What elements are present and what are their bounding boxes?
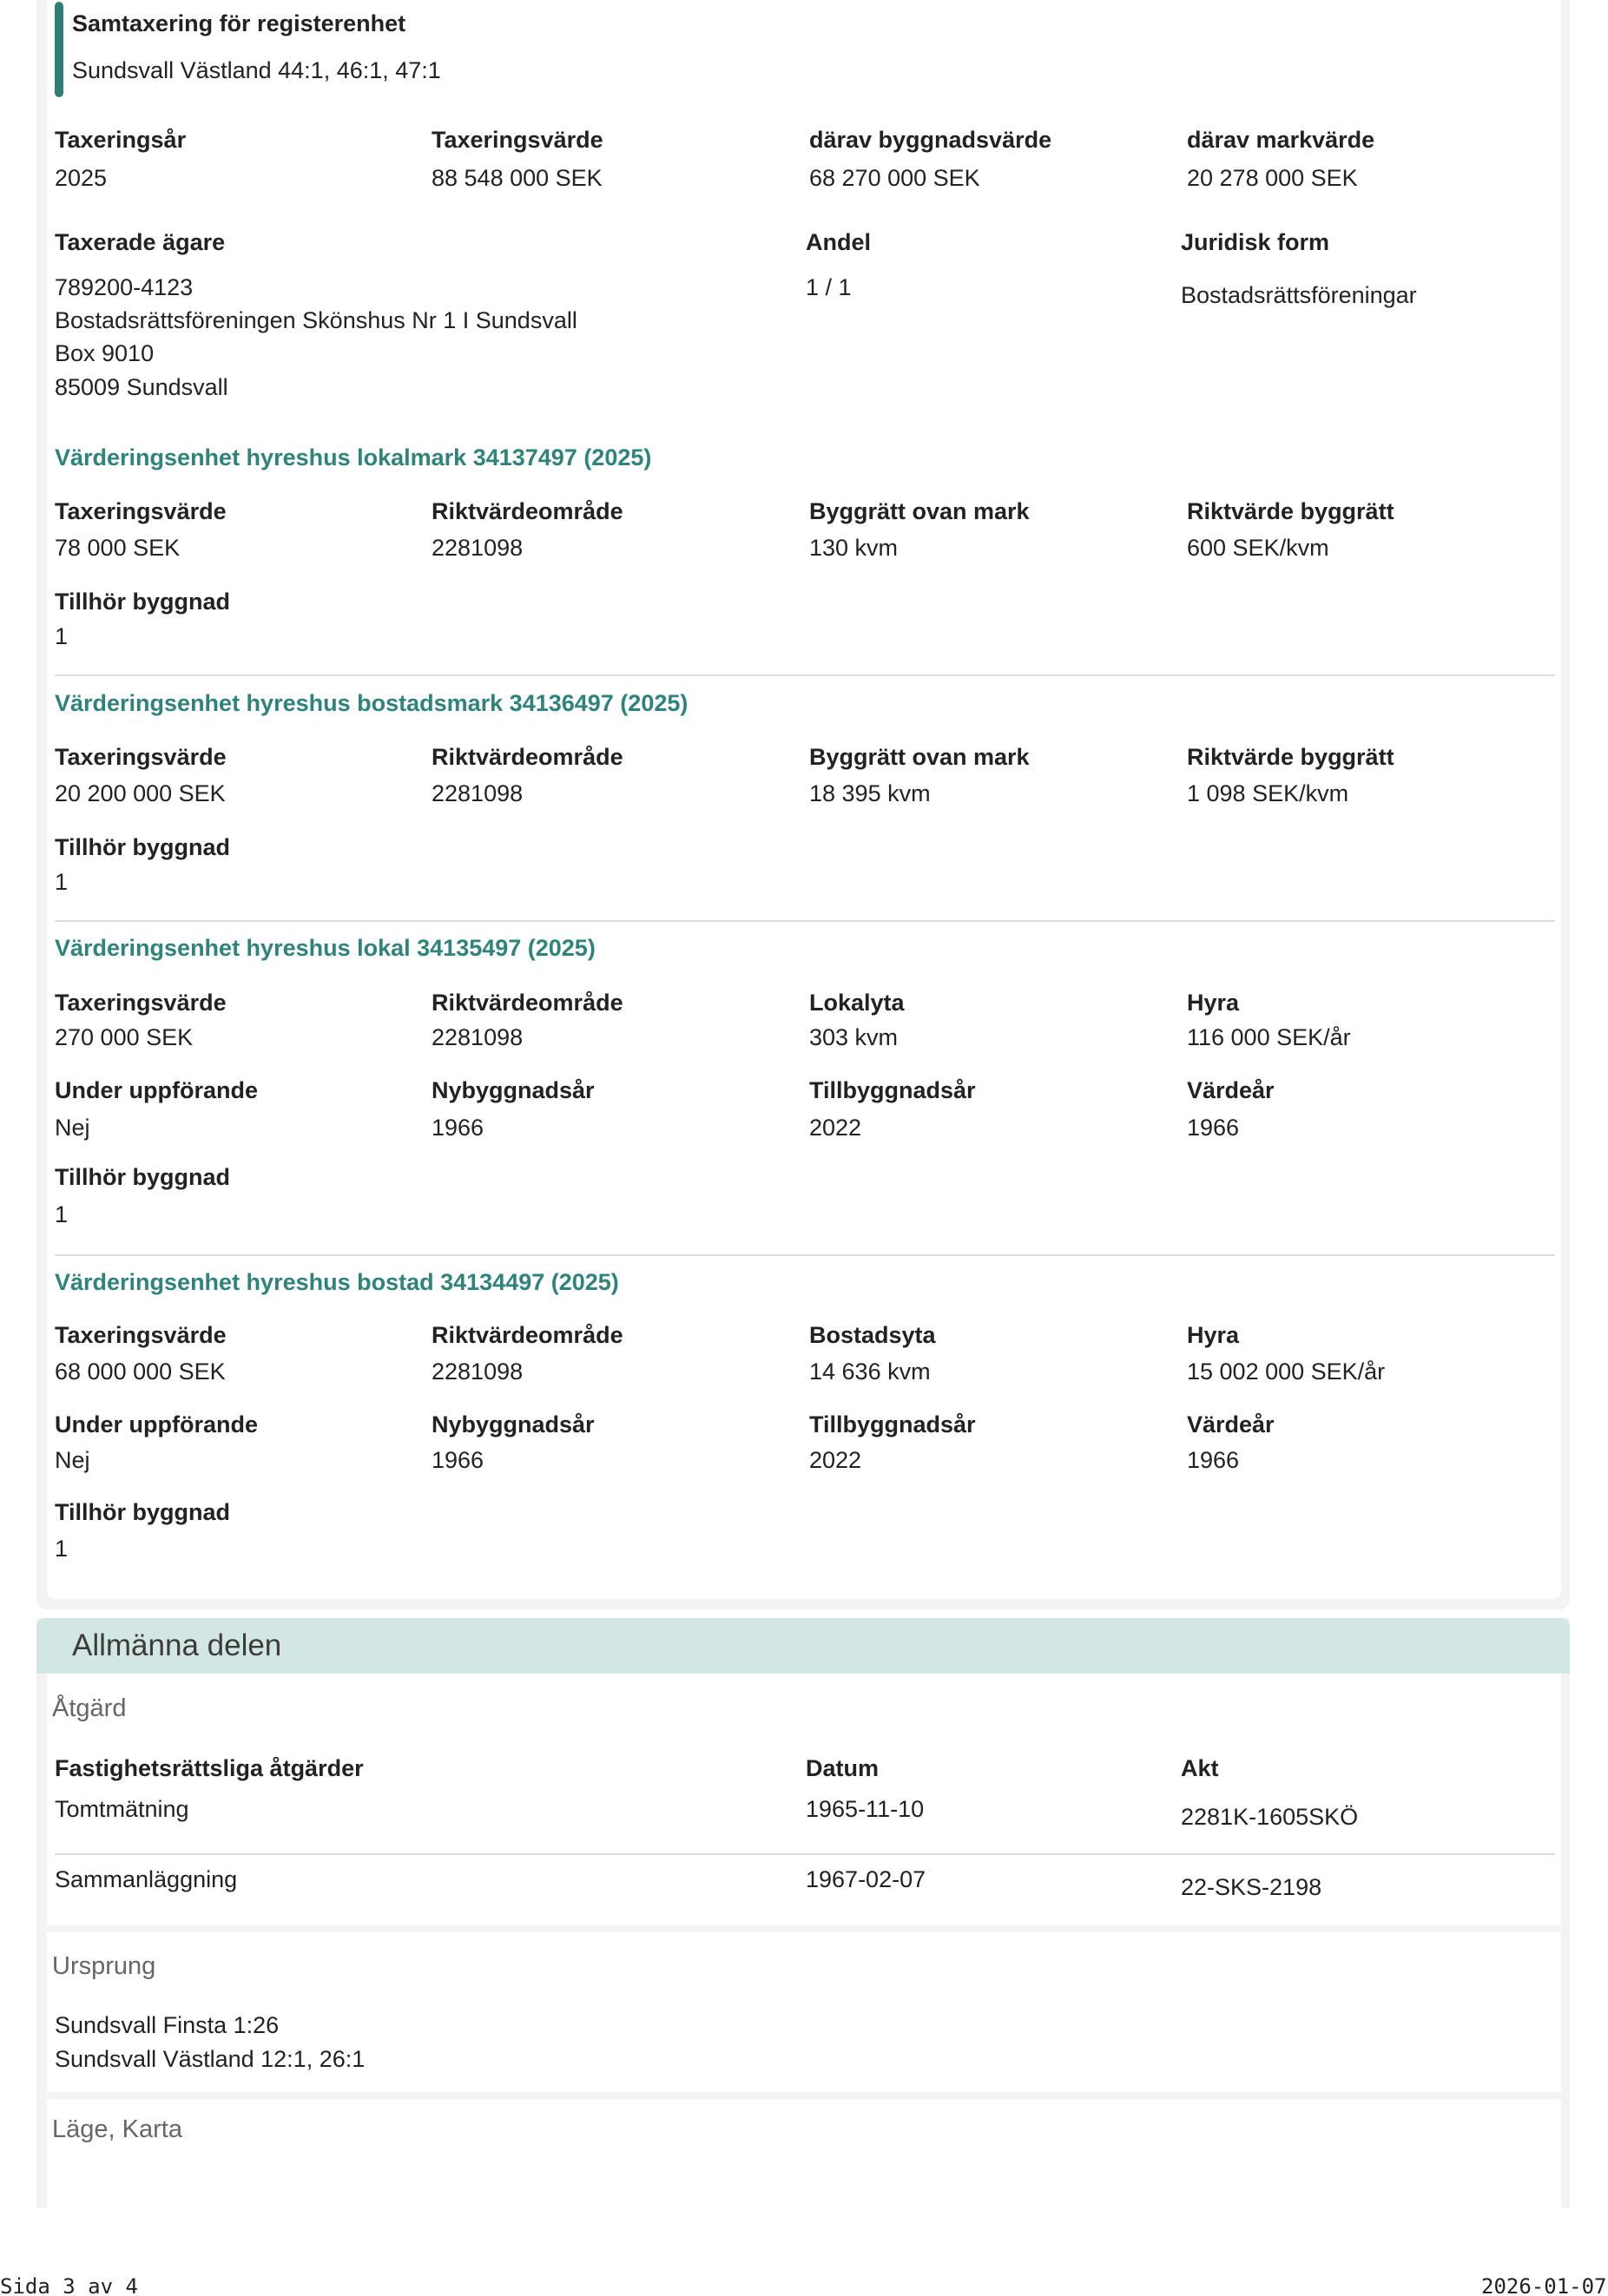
byggnadsvarde-value: 68 270 000 SEK — [809, 165, 980, 191]
unit-field-label: Under uppförande — [55, 1077, 258, 1103]
print-date: 2026-01-07 — [1481, 2274, 1607, 2296]
unit-field-value: 116 000 SEK/år — [1187, 1024, 1351, 1050]
unit-field-value: Nej — [55, 1115, 90, 1141]
unit-heading: Värderingsenhet hyreshus lokalmark 34137497 (2025) — [55, 444, 652, 470]
owner-line: Box 9010 — [55, 340, 155, 366]
unit-heading: Värderingsenhet hyreshus bostad 34134497 (2025) — [55, 1269, 619, 1295]
unit-belongs-label: Tillhör byggnad — [55, 834, 230, 860]
unit-field-label: Riktvärde byggrätt — [1187, 744, 1394, 770]
unit-field-value: 1966 — [1187, 1115, 1240, 1141]
unit-field-value: 68 000 000 SEK — [55, 1359, 226, 1385]
divider — [55, 674, 1555, 676]
unit-field-value: 1 098 SEK/kvm — [1187, 780, 1349, 806]
atgard-title: Åtgärd — [52, 1694, 127, 1722]
unit-field-label: Byggrätt ovan mark — [809, 744, 1030, 770]
ursprung-line: Sundsvall Finsta 1:26 — [55, 2012, 280, 2038]
markvarde-value: 20 278 000 SEK — [1187, 165, 1358, 191]
owner-label: Taxerade ägare — [55, 229, 226, 255]
datum-col-header: Datum — [806, 1755, 880, 1781]
byggnadsvarde-label: därav byggnadsvärde — [809, 127, 1052, 153]
unit-belongs-label: Tillhör byggnad — [55, 589, 230, 615]
unit-field-label: Värdeår — [1187, 1077, 1275, 1103]
lage-panel — [47, 2099, 1561, 2208]
unit-belongs-value: 1 — [55, 1536, 69, 1562]
table-row-atgard: Sammanläggning — [55, 1866, 238, 1892]
unit-field-value: 20 200 000 SEK — [55, 780, 226, 806]
atgard-panel — [47, 1674, 1561, 1925]
unit-field-label: Taxeringsvärde — [55, 990, 227, 1016]
table-row-akt: 2281K-1605SKÖ — [1181, 1804, 1359, 1830]
unit-field-value: 2281098 — [432, 1359, 524, 1385]
unit-field-label: Hyra — [1187, 990, 1240, 1016]
owner-line: 789200-4123 — [55, 274, 194, 300]
table-row-atgard: Tomtmätning — [55, 1796, 189, 1822]
unit-field-label: Byggrätt ovan mark — [809, 498, 1030, 524]
share-value: 1 / 1 — [806, 274, 852, 300]
unit-field-label: Taxeringsvärde — [55, 1322, 227, 1348]
taxeringsvarde-label: Taxeringsvärde — [432, 127, 603, 153]
unit-field-value: 130 kvm — [809, 535, 899, 561]
unit-belongs-value: 1 — [55, 869, 69, 895]
unit-field-value: 1966 — [1187, 1447, 1240, 1473]
unit-field-label: Tillbyggnadsår — [809, 1411, 976, 1437]
taxeringsvarde-value: 88 548 000 SEK — [432, 165, 603, 191]
ursprung-title: Ursprung — [52, 1952, 156, 1980]
share-label: Andel — [806, 229, 872, 255]
samtaxering-accent-bar — [55, 2, 63, 97]
atgard-col-header: Fastighetsrättsliga åtgärder — [55, 1755, 364, 1781]
unit-field-value: 2281098 — [432, 535, 524, 561]
unit-field-label: Nybyggnadsår — [432, 1077, 595, 1103]
unit-belongs-label: Tillhör byggnad — [55, 1499, 230, 1525]
ursprung-line: Sundsvall Västland 12:1, 26:1 — [55, 2046, 366, 2072]
unit-belongs-value: 1 — [55, 623, 69, 649]
taxeringsar-value: 2025 — [55, 165, 108, 191]
unit-field-value: 600 SEK/kvm — [1187, 535, 1329, 561]
unit-field-label: Bostadsyta — [809, 1322, 936, 1348]
unit-field-label: Under uppförande — [55, 1411, 258, 1437]
unit-belongs-label: Tillhör byggnad — [55, 1164, 230, 1190]
unit-field-value: 1966 — [432, 1115, 484, 1141]
table-row-akt: 22-SKS-2198 — [1181, 1874, 1322, 1900]
unit-field-value: 18 395 kvm — [809, 780, 931, 806]
unit-field-label: Taxeringsvärde — [55, 744, 227, 770]
unit-heading: Värderingsenhet hyreshus lokal 34135497 (2025) — [55, 935, 596, 961]
legal-form-value: Bostadsrättsföreningar — [1181, 282, 1417, 308]
unit-field-value: 15 002 000 SEK/år — [1187, 1359, 1386, 1385]
unit-field-label: Nybyggnadsår — [432, 1411, 595, 1437]
unit-field-label: Lokalyta — [809, 990, 905, 1016]
legal-form-label: Juridisk form — [1181, 229, 1330, 255]
unit-field-value: 78 000 SEK — [55, 535, 181, 561]
unit-field-value: 2022 — [809, 1447, 862, 1473]
samtaxering-units: Sundsvall Västland 44:1, 46:1, 47:1 — [72, 57, 441, 83]
table-row-datum: 1967-02-07 — [806, 1866, 926, 1892]
unit-field-value: 2281098 — [432, 780, 524, 806]
owner-line: Bostadsrättsföreningen Skönshus Nr 1 I Sundsvall — [55, 307, 577, 333]
akt-col-header: Akt — [1181, 1755, 1219, 1781]
unit-field-value: Nej — [55, 1447, 90, 1473]
unit-field-value: 303 kvm — [809, 1024, 899, 1050]
unit-field-label: Riktvärdeområde — [432, 498, 623, 524]
unit-field-value: 2281098 — [432, 1024, 524, 1050]
page-number: Sida 3 av 4 — [0, 2274, 138, 2296]
unit-field-value: 270 000 SEK — [55, 1024, 194, 1050]
unit-field-label: Riktvärdeområde — [432, 744, 623, 770]
unit-field-value: 14 636 kvm — [809, 1359, 931, 1385]
taxeringsar-label: Taxeringsår — [55, 127, 187, 153]
divider — [55, 1853, 1555, 1855]
table-row-datum: 1965-11-10 — [806, 1796, 925, 1822]
unit-field-label: Tillbyggnadsår — [809, 1077, 976, 1103]
unit-field-label: Taxeringsvärde — [55, 498, 227, 524]
unit-field-value: 2022 — [809, 1115, 862, 1141]
unit-field-label: Värdeår — [1187, 1411, 1275, 1437]
samtaxering-title: Samtaxering för registerenhet — [72, 10, 406, 36]
unit-belongs-value: 1 — [55, 1201, 69, 1227]
unit-field-label: Riktvärdeområde — [432, 990, 623, 1016]
lage-karta-title: Läge, Karta — [52, 2115, 182, 2143]
divider — [55, 1254, 1555, 1256]
unit-field-label: Riktvärde byggrätt — [1187, 498, 1394, 524]
markvarde-label: därav markvärde — [1187, 127, 1375, 153]
owner-line: 85009 Sundsvall — [55, 374, 228, 400]
unit-heading: Värderingsenhet hyreshus bostadsmark 34136497 (2025) — [55, 690, 689, 716]
unit-field-label: Hyra — [1187, 1322, 1240, 1348]
divider — [55, 920, 1555, 922]
unit-field-value: 1966 — [432, 1447, 484, 1473]
allmanna-delen-title: Allmänna delen — [72, 1628, 282, 1662]
unit-field-label: Riktvärdeområde — [432, 1322, 623, 1348]
